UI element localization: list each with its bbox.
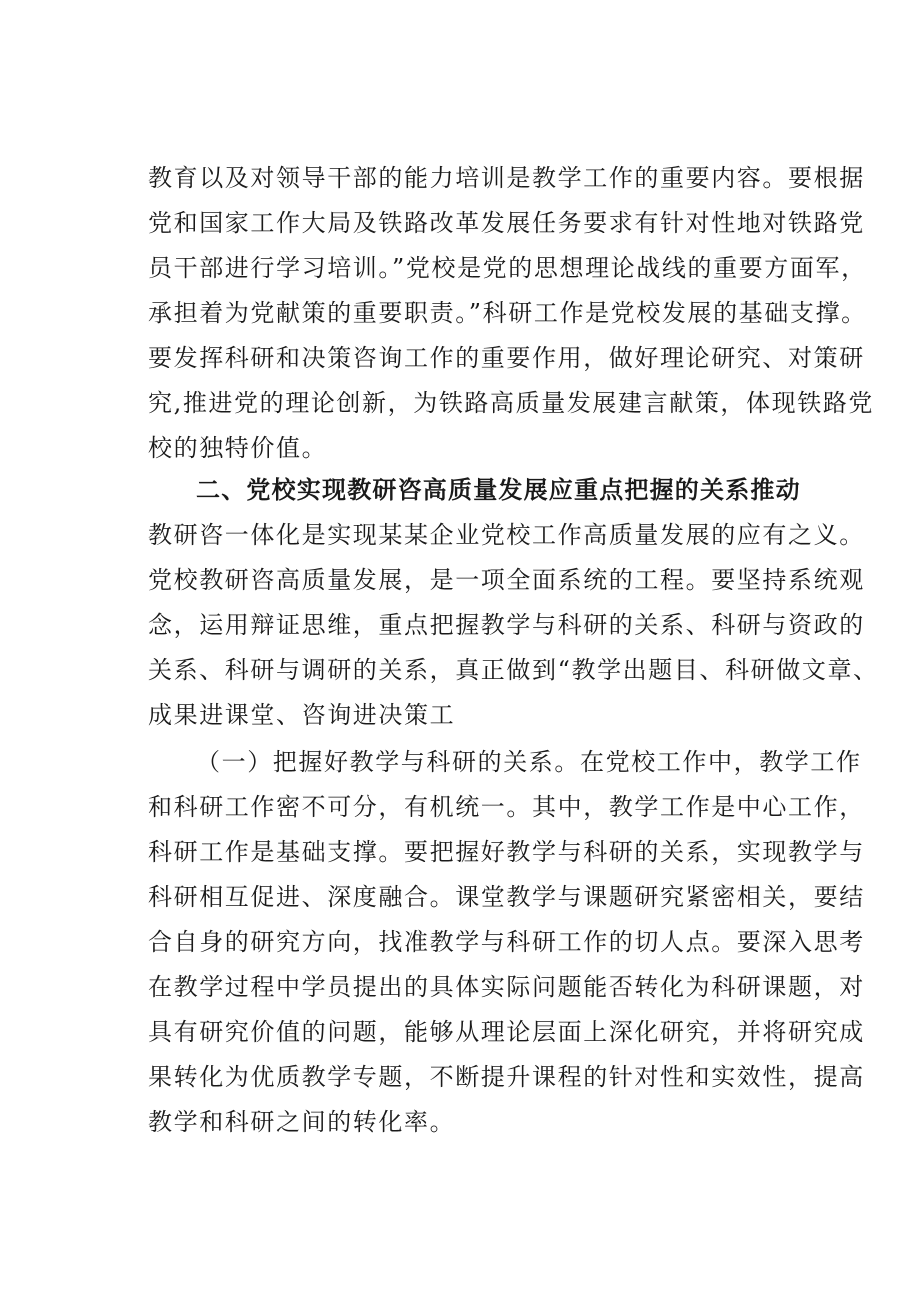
- paragraph-2-line-1: 教研咨一体化是实现某某企业党校工作高质量发展的应有之义。: [148, 521, 865, 549]
- paragraph-1-line-5: 要发挥科研和决策咨询工作的重要作用，做好理论研究、对策研: [148, 344, 865, 372]
- paragraph-3-line-1: （一）把握好教学与科研的关系。在党校工作中，教学工作: [196, 748, 862, 776]
- paragraph-1-line-3: 员干部进行学习培训。”党校是党的思想理论战线的重要方面军，: [148, 254, 867, 282]
- paragraph-3-line-7: 具有研究价值的问题，能够从理论层面上深化研究，并将研究成: [148, 1018, 865, 1046]
- paragraph-2-line-3: 念，运用辩证思维，重点把握教学与科研的关系、科研与资政的: [148, 611, 865, 639]
- paragraph-1-line-6: 究,推进党的理论创新，为铁路高质量发展建言献策，体现铁路党: [148, 389, 875, 417]
- paragraph-3-line-3: 科研工作是基础支撑。要把握好教学与科研的关系，实现教学与: [148, 838, 865, 866]
- paragraph-1-line-4: 承担着为党献策的重要职责。”科研工作是党校发展的基础支撑。: [148, 299, 867, 327]
- paragraph-1-line-1: 教育以及对领导干部的能力培训是教学工作的重要内容。要根据: [148, 164, 865, 192]
- paragraph-3-line-2: 和科研工作密不可分，有机统一。其中，教学工作是中心工作，: [148, 793, 865, 821]
- paragraph-2-line-2: 党校教研咨高质量发展，是一项全面系统的工程。要坚持系统观: [148, 566, 865, 594]
- paragraph-3-line-5: 合自身的研究方向，找准教学与科研工作的切人点。要深入思考: [148, 928, 865, 956]
- paragraph-3-line-6: 在教学过程中学员提出的具体实际问题能否转化为科研课题，对: [148, 973, 865, 1001]
- paragraph-2-line-4: 关系、科研与调研的关系，真正做到“教学出题目、科研做文章、: [148, 656, 879, 684]
- paragraph-3-line-9: 教学和科研之间的转化率。: [148, 1108, 456, 1136]
- paragraph-3-line-8: 果转化为优质教学专题，不断提升课程的针对性和实效性，提高: [148, 1063, 865, 1091]
- paragraph-2-line-5: 成果进课堂、咨询进决策工: [148, 701, 456, 729]
- paragraph-3-line-4: 科研相互促进、深度融合。课堂教学与课题研究紧密相关，要结: [148, 883, 865, 911]
- paragraph-1-line-2: 党和国家工作大局及铁路改革发展任务要求有针对性地对铁路党: [148, 209, 865, 237]
- section-heading: 二、党校实现教研咨高质量发展应重点把握的关系推动: [196, 476, 801, 504]
- paragraph-1-line-7: 校的独特价值。: [148, 434, 328, 462]
